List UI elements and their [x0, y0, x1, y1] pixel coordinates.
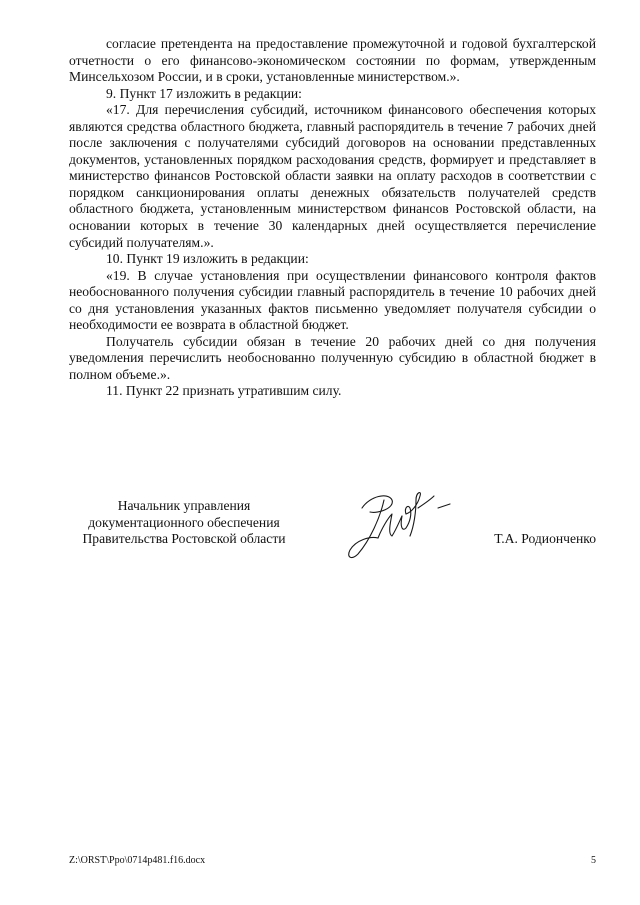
signatory-name: Т.А. Родионченко [494, 531, 596, 546]
paragraph-recipient-obligation: Получатель субсидии обязан в течение 20 рабочих дней со дня получения уведомления перечислить необоснованно полученную субсидию в областной бюджет в полном объеме.». [69, 333, 596, 382]
signatory-position [69, 498, 299, 548]
paragraph-item-10: 10. Пункт 19 изложить в редакции: [106, 251, 309, 267]
paragraph-item-11: 11. Пункт 22 признать утратившим силу. [106, 383, 342, 399]
paragraph-continuation: согласие претендента на предоставление промежуточной и годовой бухгалтерской отчетности о его финансово-экономическом состоянии по формам, утвержденным Минсельхозом России, и в сроки, установленные министерством.». [69, 36, 596, 85]
paragraph-clause-17: «17. Для перечисления субсидий, источником финансового обеспечения которых являются средства областного бюджета, главный распорядитель в течение 7 рабочих дней после заключения с получателями субсидий договоров на основании представленных документов, установленных порядком расходования средств, формирует и представляет в министерство финансов Ростовской области заявки на оплату расходов в соответствии с порядком санкционирования оплаты денежных обязательств получателей средств областного бюджета, установленным министерством финансов Ростовской области, на основании которых в течение 30 календарных дней осуществляется перечисление субсидий получателям.». [69, 102, 596, 250]
signatory-position-line: документационного обеспечения [88, 514, 280, 530]
signatory-position-line: Правительства Ростовской области [82, 531, 286, 547]
footer-page-number: 5 [591, 855, 596, 866]
footer-file-path: Z:\ORST\Ppo\0714p481.f16.docx [69, 855, 206, 866]
paragraph-clause-19: «19. В случае установления при осуществлении финансового контроля фактов необоснованного получения субсидии главный распорядитель в течение 10 рабочих дней со дня установления указанных фактов письменно уведомляет получателя субсидии о необходимости ее возврата в областной бюджет. [69, 267, 596, 333]
handwritten-signature [340, 478, 460, 568]
paragraph-item-9: 9. Пункт 17 изложить в редакции: [106, 85, 302, 101]
signatory-position-line: Начальник управления [117, 498, 251, 513]
